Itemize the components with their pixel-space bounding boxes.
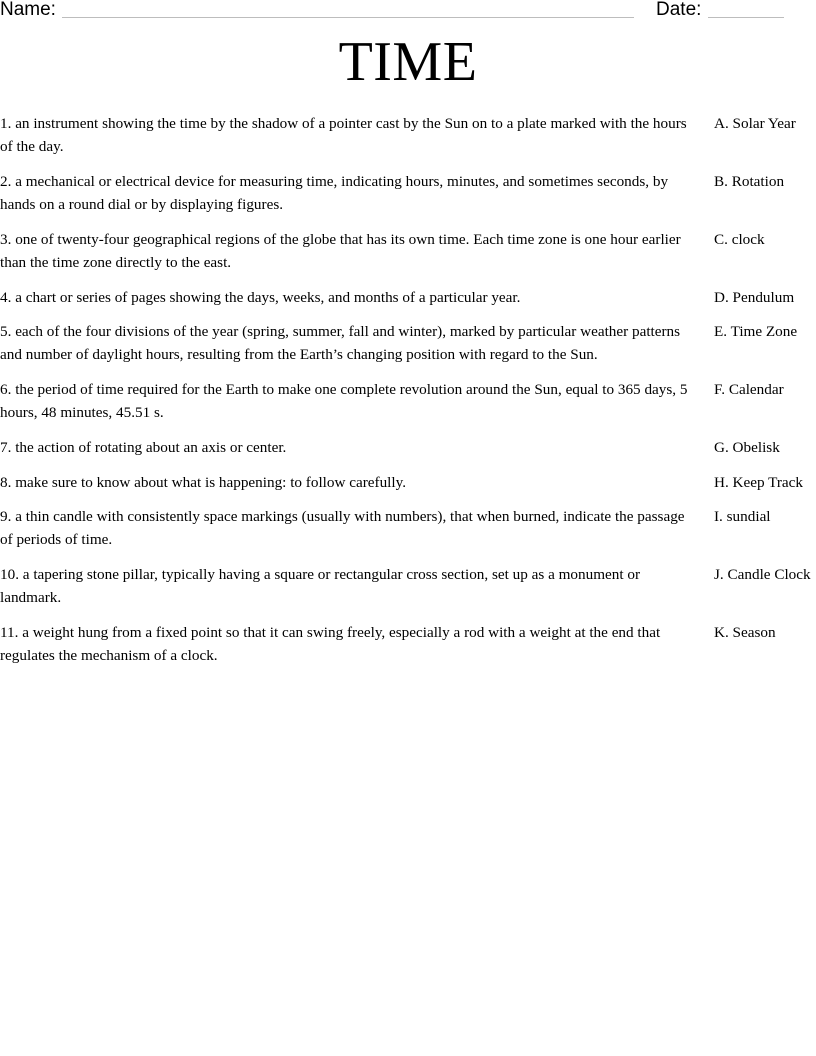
definition-text: 9. a thin candle with consistently space markings (usually with numbers), that when burned, indicate the passage of periods of time. [0, 508, 685, 548]
answer-option: C. clock [714, 231, 765, 248]
definition-text: 1. an instrument showing the time by the shadow of a pointer cast by the Sun on to a plate marked with the hours of the day. [0, 115, 687, 155]
definition-text: 3. one of twenty-four geographical regions of the globe that has its own time. Each time zone is one hour earlier than the time zone directly to the east. [0, 231, 681, 271]
name-label: Name: [0, 0, 56, 20]
answer-option: F. Calendar [714, 381, 784, 398]
definition-text: 5. each of the four divisions of the year (spring, summer, fall and winter), marked by particular weather patterns and number of daylight hours, resulting from the Earth’s changing position with regard to the Sun. [0, 323, 681, 363]
matching-row [0, 170, 816, 228]
matching-row [0, 286, 816, 320]
matching-row [0, 621, 816, 679]
matching-row [0, 563, 816, 621]
answer-option: E. Time Zone [714, 323, 798, 340]
definition-text: 7. the action of rotating about an axis or center. [0, 439, 287, 456]
matching-row [0, 378, 816, 436]
answer-option: J. Candle Clock [714, 566, 811, 583]
definition-text: 2. a mechanical or electrical device for measuring time, indicating hours, minutes, and sometimes seconds, by hands on a round dial or by displaying figures. [0, 173, 669, 213]
matching-row [0, 228, 816, 286]
answer-option: I. sundial [714, 508, 771, 525]
answer-option: K. Season [714, 624, 776, 641]
definition-text: 4. a chart or series of pages showing the days, weeks, and months of a particular year. [0, 289, 521, 306]
date-label: Date: [656, 0, 702, 20]
name-blank-line[interactable] [62, 17, 634, 18]
matching-row [0, 320, 816, 378]
definition-text: 10. a tapering stone pillar, typically having a square or rectangular cross section, set up as a monument or landmark. [0, 566, 641, 606]
matching-row [0, 112, 816, 170]
page-title: TIME [338, 31, 478, 93]
date-blank-line[interactable] [708, 17, 784, 18]
matching-row [0, 471, 816, 505]
answer-option: A. Solar Year [714, 115, 796, 132]
matching-row [0, 505, 816, 563]
answer-option: D. Pendulum [714, 289, 795, 306]
definition-text: 8. make sure to know about what is happening: to follow carefully. [0, 474, 407, 491]
worksheet-header [0, 0, 816, 26]
matching-row [0, 436, 816, 471]
answer-option: B. Rotation [714, 173, 785, 190]
definition-text: 11. a weight hung from a fixed point so that it can swing freely, especially a rod with a weight at the end that regulates the mechanism of a clock. [0, 624, 661, 664]
answer-option: G. Obelisk [714, 439, 780, 456]
definition-text: 6. the period of time required for the Earth to make one complete revolution around the Sun, equal to 365 days, 5 hours, 48 minutes, 45.51 s. [0, 381, 688, 421]
answer-option: H. Keep Track [714, 474, 804, 491]
matching-list [0, 112, 816, 679]
